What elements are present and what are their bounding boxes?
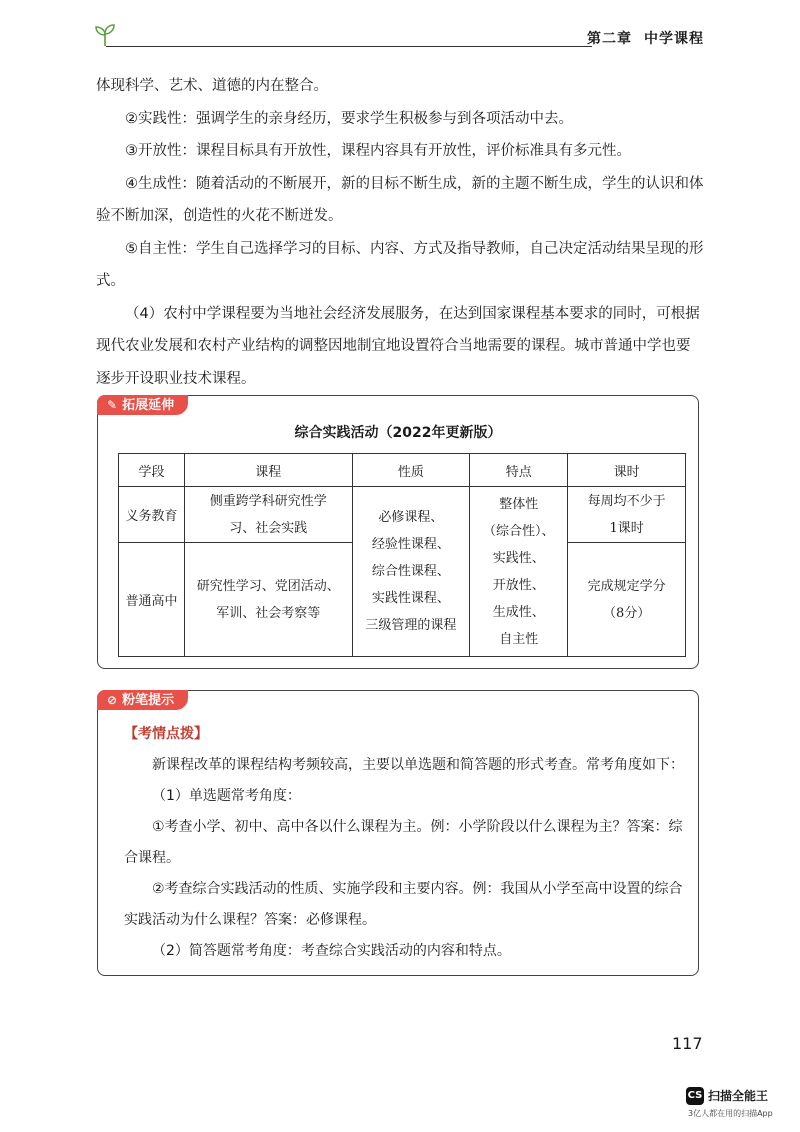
chalk-tip-content [124, 719, 684, 967]
watermark-subtitle: 3亿人都在用的扫描App [688, 1109, 773, 1118]
cell-line: 实践性课程、 [371, 591, 450, 606]
course-cell [184, 543, 352, 657]
cell-line: 侧重跨学科研究性学 [209, 493, 327, 509]
paragraph: 体现科学、艺术、道德的内在整合。 [96, 78, 328, 94]
paragraph: 新课程改革的课程结构考频较高，主要以单选题和简答题的形式考查。常考角度如下： [152, 757, 684, 773]
paragraph: ②考查综合实践活动的性质、实施学段和主要内容。例：我国从小学至高中设置的综合实践活动为什么课程？答案：必修课程。 [124, 881, 683, 928]
course-cell [184, 487, 352, 543]
header-nature: 性质 [352, 454, 470, 487]
sprout-icon [92, 22, 118, 48]
body-text [96, 70, 704, 395]
pencil-icon: ✎ [107, 398, 118, 412]
cell-line: 综合性课程、 [371, 564, 450, 579]
features-cell [470, 487, 568, 657]
page-number: 117 [672, 1034, 703, 1053]
stage-cell: 义务教育 [119, 487, 185, 543]
paragraph: ②实践性：强调学生的亲身经历，要求学生积极参与到各项活动中去。 [125, 110, 573, 127]
cell-line: 自主性 [499, 631, 539, 647]
practice-activity-table [118, 453, 686, 657]
header-features: 特点 [470, 454, 568, 487]
header-stage: 学段 [119, 454, 185, 487]
cell-line: （8分） [602, 605, 651, 621]
table-header-row [119, 454, 686, 487]
paragraph: ④生成性：随着活动的不断展开，新的目标不断生成，新的主题不断生成，学生的认识和体验不断加深，创造性的火花不断迸发。 [96, 175, 704, 224]
header-rule [106, 46, 592, 47]
cell-line: 每周均不少于 [587, 493, 666, 509]
hours-cell [568, 543, 686, 657]
cell-line: 军训、社会考察等 [216, 605, 321, 621]
cell-line: 三级管理的课程 [365, 618, 457, 633]
chalk-tip-tag [97, 690, 188, 710]
cell-line: 研究性学习、党团活动、 [196, 578, 340, 594]
cell-line: 开放性、 [492, 577, 545, 593]
paragraph: ⑤自主性：学生自己选择学习的目标、内容、方式及指导教师，自己决定活动结果呈现的形式。 [96, 240, 704, 289]
page-header [92, 22, 704, 50]
cell-line: 生成性、 [492, 604, 545, 620]
table-row [119, 487, 686, 543]
paragraph: ③开放性：课程目标具有开放性，课程内容具有开放性，评价标准具有多元性。 [125, 143, 631, 159]
extension-tag [97, 395, 188, 415]
extension-tag-label: 拓展延伸 [122, 398, 175, 413]
cell-line: 整体性 [499, 496, 539, 512]
paragraph: ①考查小学、初中、高中各以什么课程为主。例：小学阶段以什么课程为主？答案：综合课程。 [124, 819, 683, 866]
paragraph: （1）单选题常考角度： [152, 788, 301, 804]
chalk-tip-tag-label: 粉笔提示 [122, 693, 175, 708]
paragraph: （2）简答题常考角度：考查综合实践活动的内容和特点。 [152, 943, 511, 959]
chalk-tip-box [97, 690, 699, 976]
cell-line: 实践性、 [492, 550, 545, 566]
chapter-number: 第二章 [587, 31, 632, 47]
nature-cell [352, 487, 470, 657]
cell-line: 经验性课程、 [371, 537, 450, 552]
cell-line: （综合性）、 [483, 523, 555, 539]
cell-line: 习、社会实践 [229, 520, 308, 536]
cell-line: 完成规定学分 [587, 578, 666, 594]
header-hours: 课时 [568, 454, 686, 487]
hours-cell [568, 487, 686, 543]
no-sign-icon: ⊘ [107, 693, 118, 707]
cs-logo-icon: CS [686, 1087, 704, 1105]
cell-line: 必修课程、 [378, 510, 444, 525]
table-title: 综合实践活动（2022年更新版） [294, 425, 502, 441]
header-course: 课程 [184, 454, 352, 487]
watermark-name: 扫描全能王 [708, 1089, 769, 1103]
chapter-title [575, 28, 704, 48]
stage-cell: 普通高中 [119, 543, 185, 657]
scanner-watermark [686, 1087, 790, 1127]
chapter-name: 中学课程 [644, 31, 704, 47]
exam-insight-title: 【考情点拨】 [124, 726, 208, 742]
extension-box [97, 395, 699, 669]
paragraph: （4）农村中学课程要为当地社会经济发展服务，在达到国家课程基本要求的同时，可根据现代农业发展和农村产业结构的调整因地制宜地设置符合当地需要的课程。城市普通中学也要逐步开设职业技术课程。 [96, 305, 700, 387]
cell-line: 1课时 [609, 520, 644, 536]
